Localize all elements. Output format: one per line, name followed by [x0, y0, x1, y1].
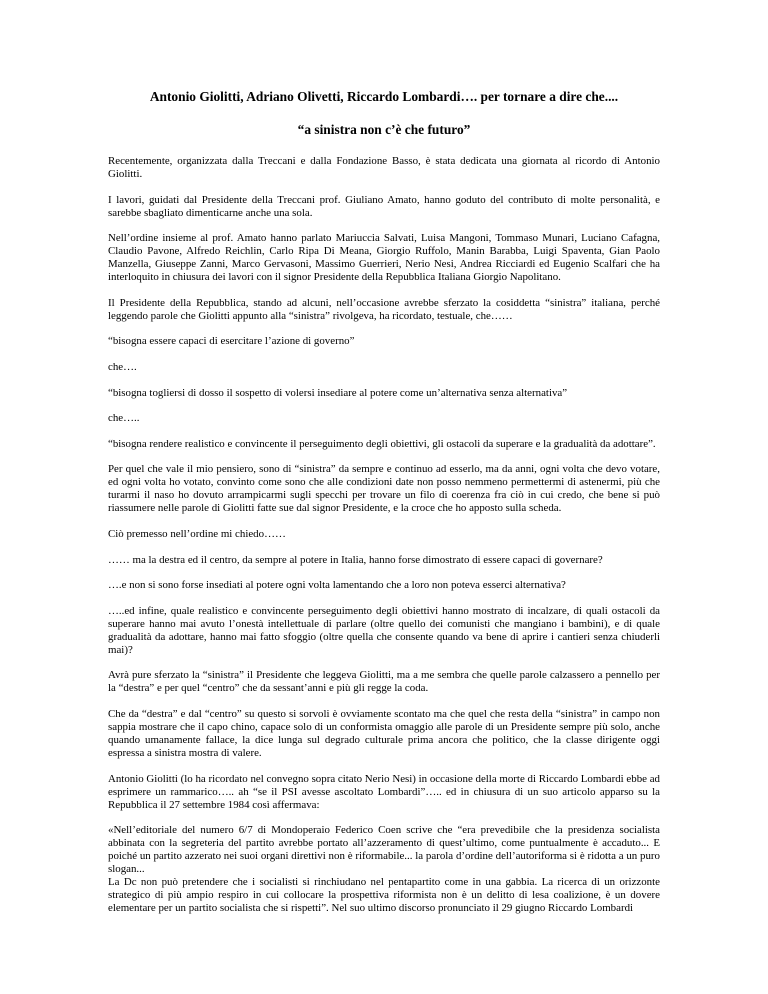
quote-paragraph: “bisogna togliersi di dosso il sospetto di volersi insediare al potere come un’alternativa senza alternativa” — [108, 386, 568, 399]
quote-paragraph: “bisogna rendere realistico e convincente il perseguimento degli obiettivi, gli ostacoli da superare e la gradualità da adottare”. — [108, 437, 656, 450]
paragraph: che….. — [108, 412, 140, 425]
paragraph: …..ed infine, quale realistico e convincente perseguimento degli obiettivi hanno mostrato di incalzare, di quali ostacoli da superare hanno mai avuto l’onestà intellettuale di parlare (oltre quello dei comunisti che mangiano i bambini), e di quale gradualità da adottare, hanno mai fatto sfoggio (oltre quella che consente quando va bene di aprire i cantieri senza chiuderli mai)? — [108, 604, 660, 656]
paragraph: Avrà pure sferzato la “sinistra” il Presidente che leggeva Giolitti, ma a me sembra che quelle parole calzassero a pennello per la “destra” e per quel “centro” che da sessant’anni e più gli regge la coda. — [108, 669, 660, 695]
document-page — [108, 88, 660, 915]
paragraph: che…. — [108, 360, 137, 373]
quoted-article-paragraph: La Dc non può pretendere che i socialisti si rinchiudano nel pentapartito come in una gabbia. La ricerca di un orizzonte strategico di più ampio respiro in cui collocare la prospettiva riformista non è un delitto di lesa coalizione, è un dovere elementare per un partito socialista che si rispetti”. Nel suo ultimo discorso pronunciato il 29 giugno Riccardo Lombardi — [108, 876, 660, 915]
document-subtitle: “a sinistra non c’è che futuro” — [297, 122, 471, 137]
paragraph: Nell’ordine insieme al prof. Amato hanno parlato Mariuccia Salvati, Luisa Mangoni, Tommaso Munari, Luciano Cafagna, Claudio Pavone, Alfredo Reichlin, Carlo Ripa Di Meana, Giorgio Ruffolo, Manin Barabba, Luigi Spaventa, Gian Paolo Manzella, Giuseppe Zanni, Marco Gervasoni, Massimo Guerrieri, Nerio Nesi, Andrea Ricciardi ed Eugenio Scalfari che ha interloquito in chiusura dei lavori con il signor Presidente della Repubblica Italiana Giorgio Napolitano. — [108, 232, 660, 284]
paragraph: I lavori, guidati dal Presidente della Treccani prof. Giuliano Amato, hanno goduto del contributo di molte personalità, e sarebbe sbagliato dimenticarne anche una sola. — [108, 193, 660, 219]
paragraph: Ciò premesso nell’ordine mi chiedo…… — [108, 527, 286, 540]
document-title: Antonio Giolitti, Adriano Olivetti, Riccardo Lombardi…. per tornare a dire che.... — [149, 89, 619, 104]
paragraph: …… ma la destra ed il centro, da sempre al potere in Italia, hanno forse dimostrato di essere capaci di governare? — [108, 553, 603, 566]
paragraph: ….e non si sono forse insediati al potere ogni volta lamentando che a loro non poteva esserci alternativa? — [108, 579, 566, 592]
paragraph: Per quel che vale il mio pensiero, sono di “sinistra” da sempre e continuo ad esserlo, ma da anni, ogni volta che devo votare, ed ogni volta ho votato, convinto come sono che alle condizioni date non posso nemmeno permettermi di astenermi, più che turarmi il naso ho dovuto arrampicarmi sugli specchi per trovare un filo di coerenza fra ciò in cui credo, che bene si può riassumere nelle parole di Giolitti fatte sue dal signor Presidente, e la croce che ho apposto sulla scheda. — [108, 463, 660, 515]
quoted-article-paragraph: «Nell’editoriale del numero 6/7 di Mondoperaio Federico Coen scrive che “era prevedibile che la presidenza socialista abbinata con la segreteria del partito avrebbe portato all’azzeramento di quest’ultimo, come puntualmente è accaduto... E poiché un partito azzerato nei suoi organi direttivi non è riformabile... la parola d’ordine dell’autoriforma si è ridotta a un puro slogan... — [108, 824, 660, 876]
paragraph: Antonio Giolitti (lo ha ricordato nel convegno sopra citato Nerio Nesi) in occasione della morte di Riccardo Lombardi ebbe ad esprimere un rammarico….. ah “se il PSI avesse ascoltato Lombardi”….. ed in chiusura di un suo articolo apparso su la Repubblica il 27 settembre 1984 così affermava: — [108, 772, 660, 811]
paragraph: Che da “destra” e dal “centro” su questo si sorvoli è ovviamente scontato ma che quel che resta della “sinistra” in campo non sappia mostrare che il capo chino, capace solo di un conformista omaggio alle parole di un Presidente sempre più solo, anche quando umanamente fallace, la dice lunga sul degrado culturale prima ancora che politico, che la classe dirigente oggi espressa a sinistra mostra di valere. — [108, 707, 660, 759]
paragraph: Il Presidente della Repubblica, stando ad alcuni, nell’occasione avrebbe sferzato la cosiddetta “sinistra” italiana, perché leggendo parole che Giolitti appunto alla “sinistra” rivolgeva, ha ricordato, testuale, che…… — [108, 296, 660, 322]
paragraph: Recentemente, organizzata dalla Treccani e dalla Fondazione Basso, è stata dedicata una giornata al ricordo di Antonio Giolitti. — [108, 155, 660, 180]
quote-paragraph: “bisogna essere capaci di esercitare l’azione di governo” — [108, 335, 355, 348]
